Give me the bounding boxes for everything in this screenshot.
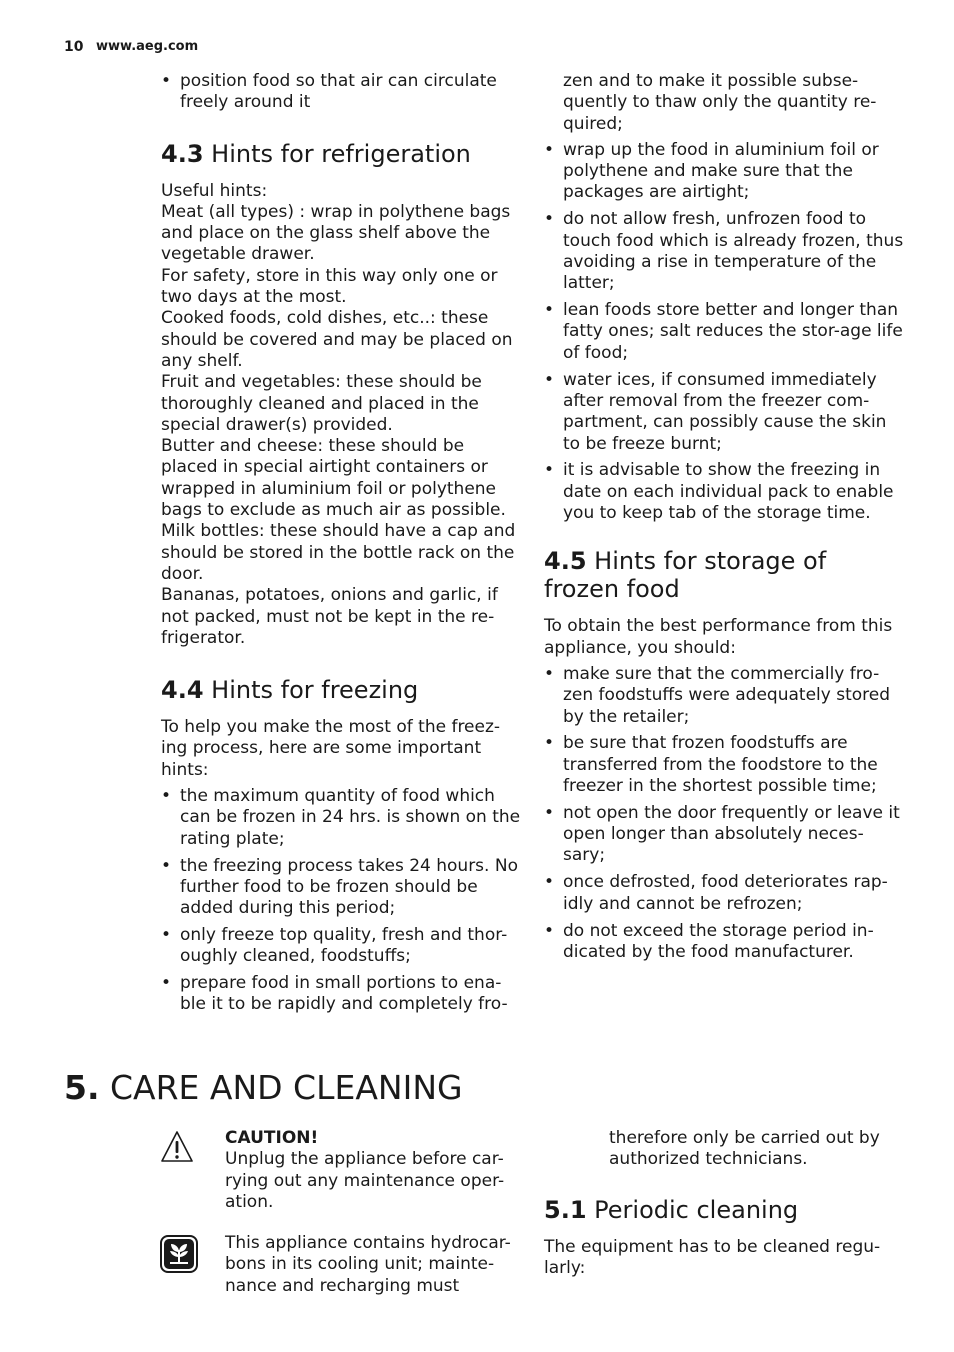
continued-text (609, 1128, 909, 1171)
section-heading-4-5: 4.5 Hints for storage of frozen food (544, 547, 827, 604)
paragraph: zen and to make it possible subse-quently to thaw only the quantity re-quired; (563, 71, 877, 134)
list-item: • position food so that air can circulate freely around it (161, 71, 521, 114)
list-item: • be sure that frozen foodstuffs are transferred from the foodstore to the freezer in the shortest possible time; (544, 733, 904, 797)
paragraph: Butter and cheese: these should be placed in special airtight containers or wrapped in aluminium foil or polythene bags to exclude as much air as possible. (161, 436, 506, 521)
list-item: • do not allow fresh, unfrozen food to touch food which is already frozen, thus avoiding a rise in temperature of the latter; (544, 209, 904, 294)
bullet-list (544, 140, 904, 524)
paragraph: Cooked foods, cold dishes, etc..: these should be covered and may be placed on any shelf. (161, 308, 513, 371)
section-5-1 (544, 1196, 904, 1280)
environment-text: This appliance contains hydrocar-bons in its cooling unit; mainte-nance and recharging must (225, 1233, 511, 1296)
list-item: • it is advisable to show the freezing in date on each individual pack to enable you to keep tab of the storage time. (544, 460, 904, 524)
section-heading-5-1: 5.1 Periodic cleaning (544, 1196, 799, 1224)
page-number: 10 (64, 39, 84, 55)
paragraph: Bananas, potatoes, onions and garlic, if not packed, must not be kept in the re-frigerator. (161, 585, 498, 648)
paragraph: The equipment has to be cleaned regu-larly: (544, 1237, 881, 1279)
warning-triangle-icon (160, 1130, 194, 1164)
paragraph: To obtain the best performance from this appliance, you should: (544, 616, 893, 658)
list-item: • make sure that the commercially fro-zen foodstuffs were adequately stored by the retailer; (544, 664, 904, 728)
bullet-list (161, 786, 521, 1016)
list-item: • water ices, if consumed immediately after removal from the freezer com-partment, can possibly cause the skin to be freeze burnt; (544, 370, 904, 455)
refrigeration-hints (161, 181, 521, 650)
list-item: • do not exceed the storage period in-dicated by the food manufacturer. (544, 921, 904, 964)
paragraph: Milk bottles: these should have a cap and should be stored in the bottle rack on the door. (161, 521, 516, 584)
paragraph: Fruit and vegetables: these should be thoroughly cleaned and placed in the special drawer(s) provided. (161, 372, 482, 435)
caution-block (225, 1128, 525, 1213)
list-item: • once defrosted, food deteriorates rap-idly and cannot be refrozen; (544, 872, 904, 915)
list-item: • the freezing process takes 24 hours. No further food to be frozen should be added during this period; (161, 856, 521, 920)
list-item: • lean foods store better and longer than fatty ones; salt reduces the stor-age life of food; (544, 300, 904, 364)
paragraph: To help you make the most of the freez-ing process, here are some important hints: (161, 717, 501, 780)
bullet-list (544, 664, 904, 963)
left-column (161, 71, 521, 1021)
list-item: • not open the door frequently or leave it open longer than absolutely neces-sary; (544, 803, 904, 867)
section-heading-4-3: 4.3 Hints for refrigeration (161, 139, 471, 168)
list-item: • the maximum quantity of food which can be frozen in 24 hrs. is shown on the rating plate; (161, 786, 521, 850)
environment-icon (160, 1235, 198, 1273)
right-column (544, 71, 904, 969)
list-item: • wrap up the food in aluminium foil or polythene and make sure that the packages are airtight; (544, 140, 904, 204)
header-url: www.aeg.com (96, 39, 199, 54)
paragraph: therefore only be carried out by authorized technicians. (609, 1128, 880, 1170)
bullet-list (161, 71, 521, 114)
section-heading-4-4: 4.4 Hints for freezing (161, 676, 419, 705)
paragraph: Meat (all types) : wrap in polythene bags and place on the glass shelf above the vegetable drawer. (161, 201, 511, 265)
caution-text: Unplug the appliance before car-rying out any maintenance oper-ation. (225, 1149, 505, 1212)
list-item: • only freeze top quality, fresh and thor-oughly cleaned, foodstuffs; (161, 925, 521, 968)
caution-label: CAUTION! (225, 1128, 319, 1148)
paragraph: For safety, store in this way only one or two days at the most. (161, 265, 498, 308)
environment-block (225, 1233, 525, 1297)
list-item: • prepare food in small portions to ena-ble it to be rapidly and completely fro- (161, 973, 521, 1016)
paragraph: Useful hints: (161, 180, 268, 201)
chapter-heading: 5. CARE AND CLEANING (64, 1068, 463, 1107)
